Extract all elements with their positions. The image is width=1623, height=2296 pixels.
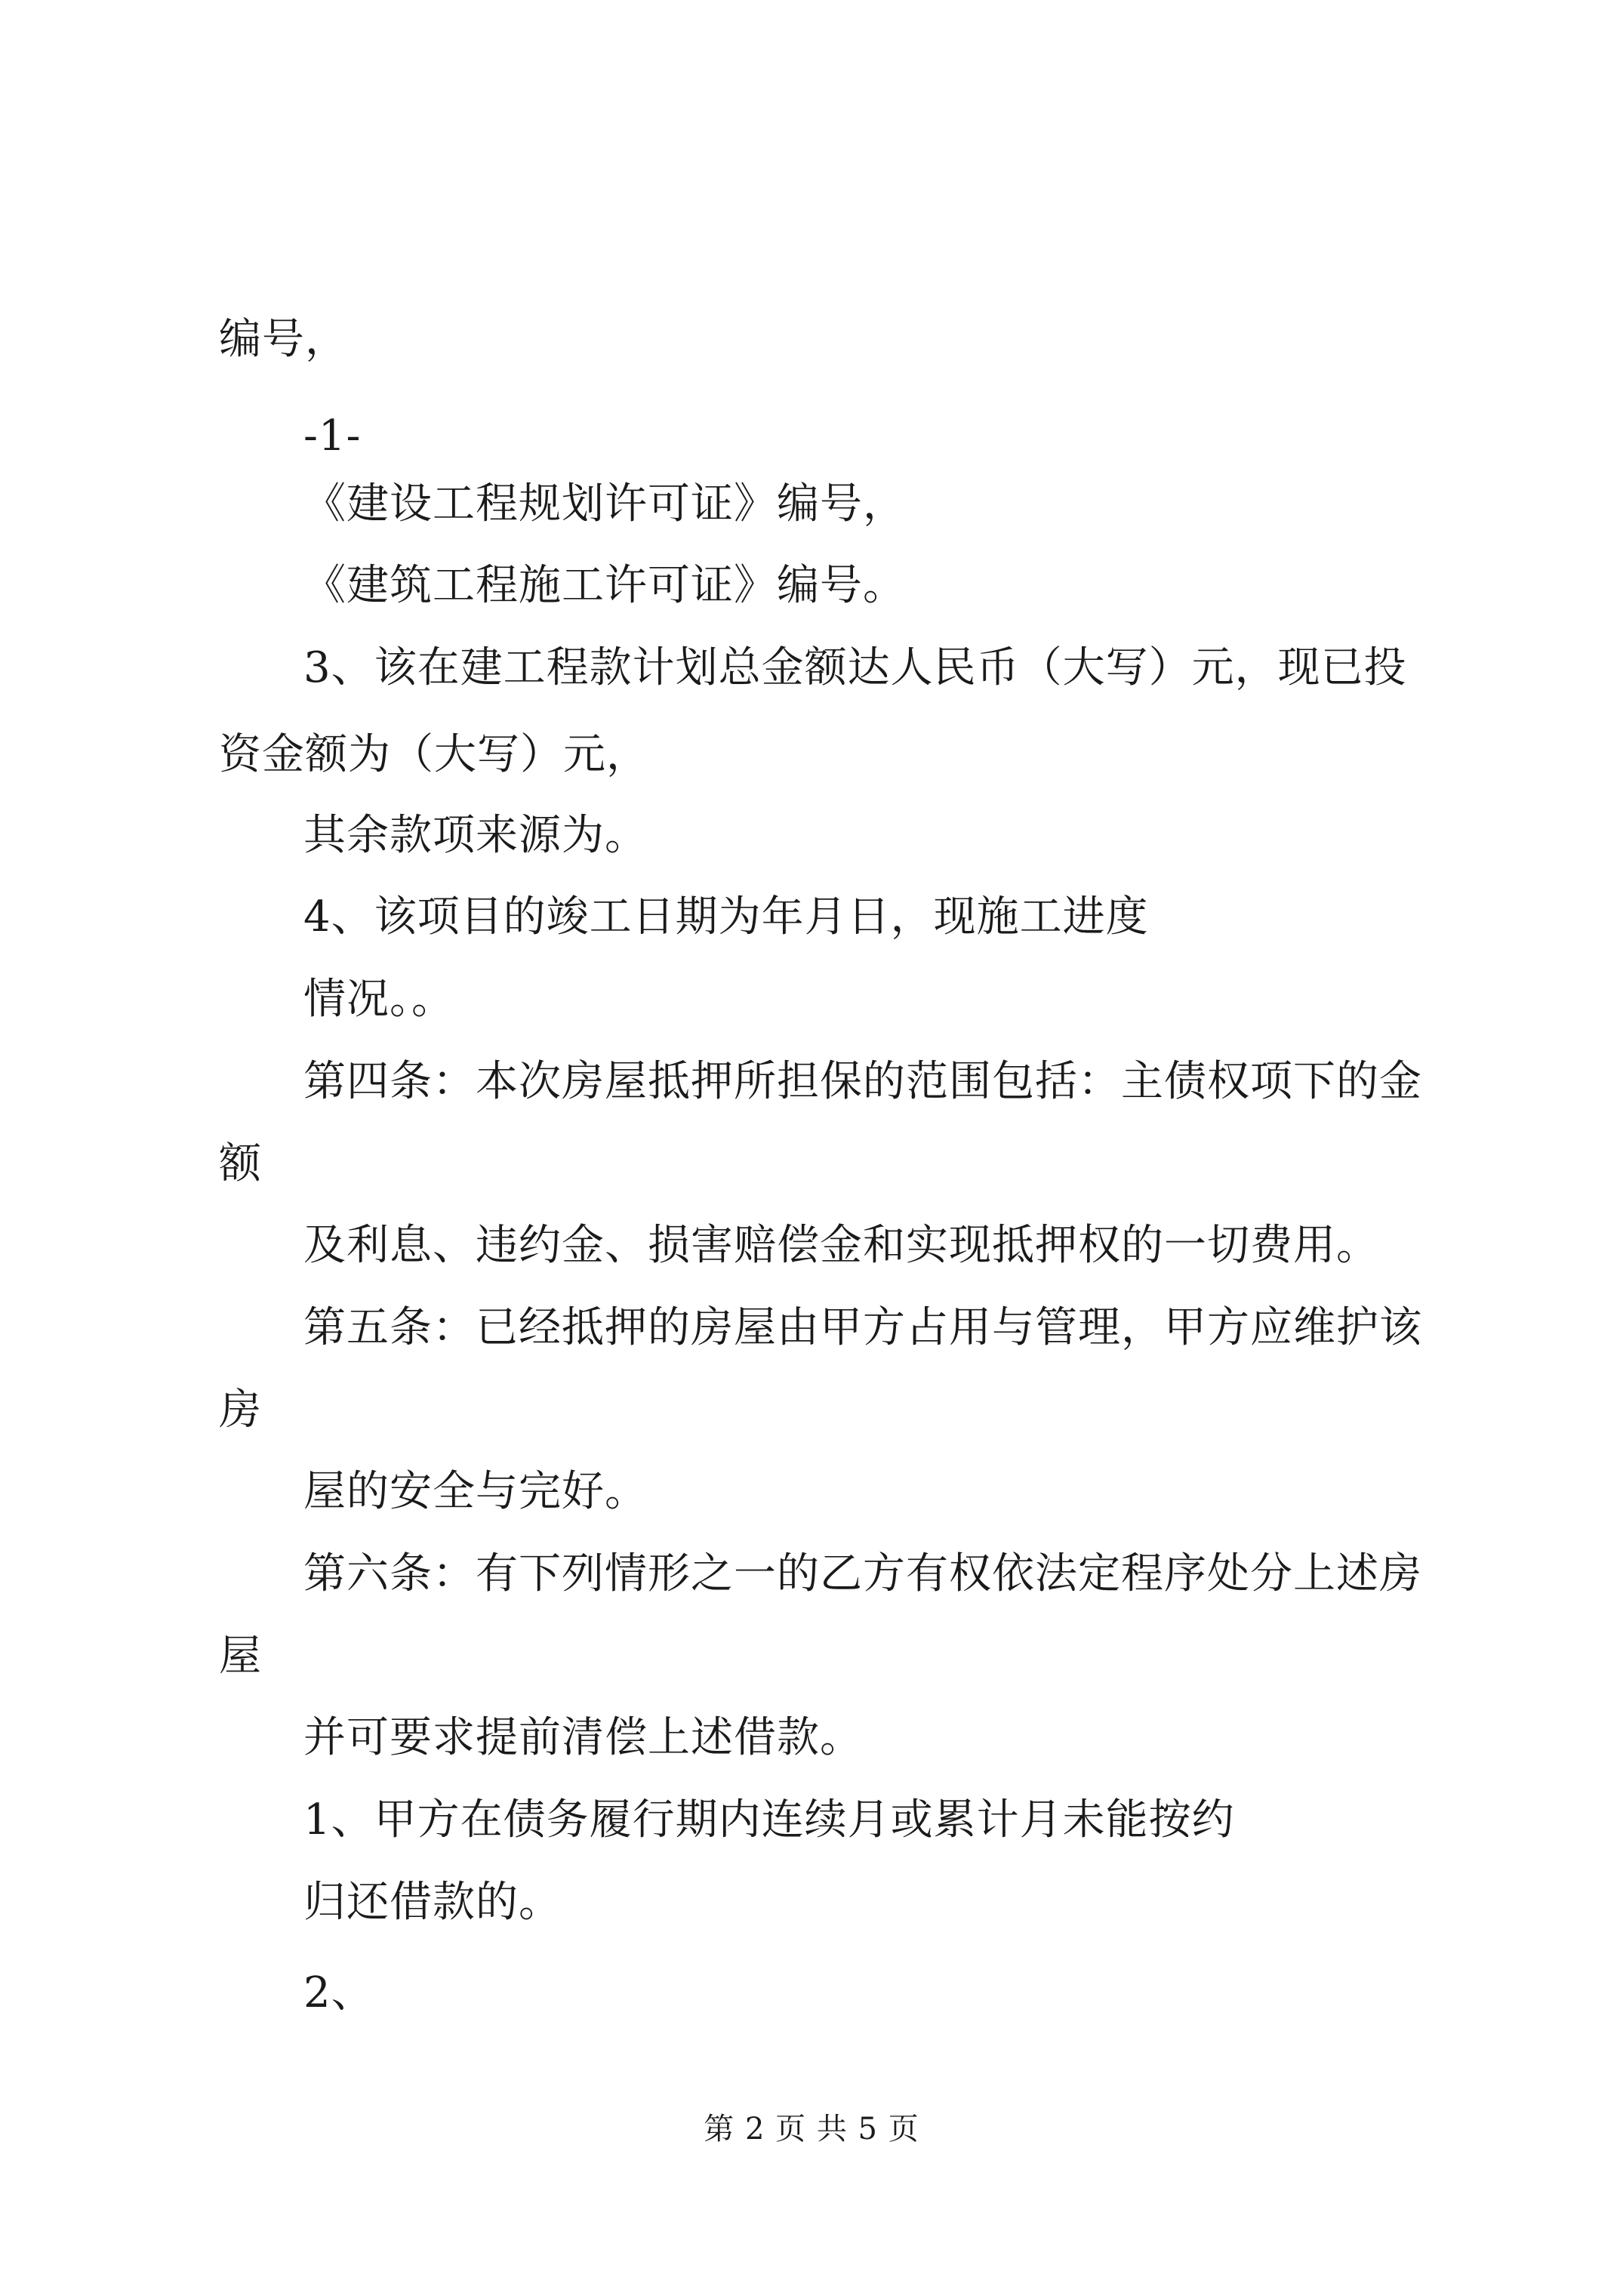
text-line-article-4-wrap: 额 xyxy=(219,1139,262,1188)
text-line-article-4-cont: 及利息、违约金、损害赔偿金和实现抵押权的一切费用。 xyxy=(303,1221,1379,1270)
text-line-item-4: 4、该项目的竣工日期为年月日，现施工进度 xyxy=(303,892,1149,942)
text-line-serial-number: 编号， xyxy=(219,315,348,364)
text-line-clause-1: 1、甲方在债务履行期内连续月或累计月未能按约 xyxy=(303,1795,1235,1845)
text-line-clause-1-cont: 归还借款的。 xyxy=(303,1878,562,1927)
text-line-construction-permit: 《建筑工程施工许可证》编号。 xyxy=(303,561,906,610)
text-line-article-5-wrap: 房 xyxy=(219,1385,262,1435)
text-line-planning-permit: 《建设工程规划许可证》编号， xyxy=(303,479,906,529)
page-footer: 第 2 页 共 5 页 xyxy=(704,2112,919,2147)
text-line-article-5: 第五条：已经抵押的房屋由甲方占用与管理，甲方应维护该 xyxy=(303,1303,1422,1352)
text-line-article-6: 第六条：有下列情形之一的乙方有权依法定程序处分上述房 xyxy=(303,1549,1422,1598)
text-line-item-3-cont: 资金额为（大写）元， xyxy=(219,730,649,779)
text-line-article-6-cont: 并可要求提前清偿上述借款。 xyxy=(303,1713,863,1762)
text-line-funding-source: 其余款项来源为。 xyxy=(303,811,648,860)
text-line-clause-2: 2、 xyxy=(303,1968,374,2017)
text-line-page-marker: -1- xyxy=(303,411,362,461)
text-line-article-6-wrap: 屋 xyxy=(219,1632,262,1681)
text-line-item-4-cont: 情况。。 xyxy=(303,975,454,1024)
text-line-article-5-cont: 屋的安全与完好。 xyxy=(303,1467,648,1516)
text-line-article-4: 第四条：本次房屋抵押所担保的范围包括：主债权项下的金 xyxy=(303,1057,1422,1106)
text-line-item-3: 3、该在建工程款计划总金额达人民币（大写）元，现已投 xyxy=(303,643,1407,692)
